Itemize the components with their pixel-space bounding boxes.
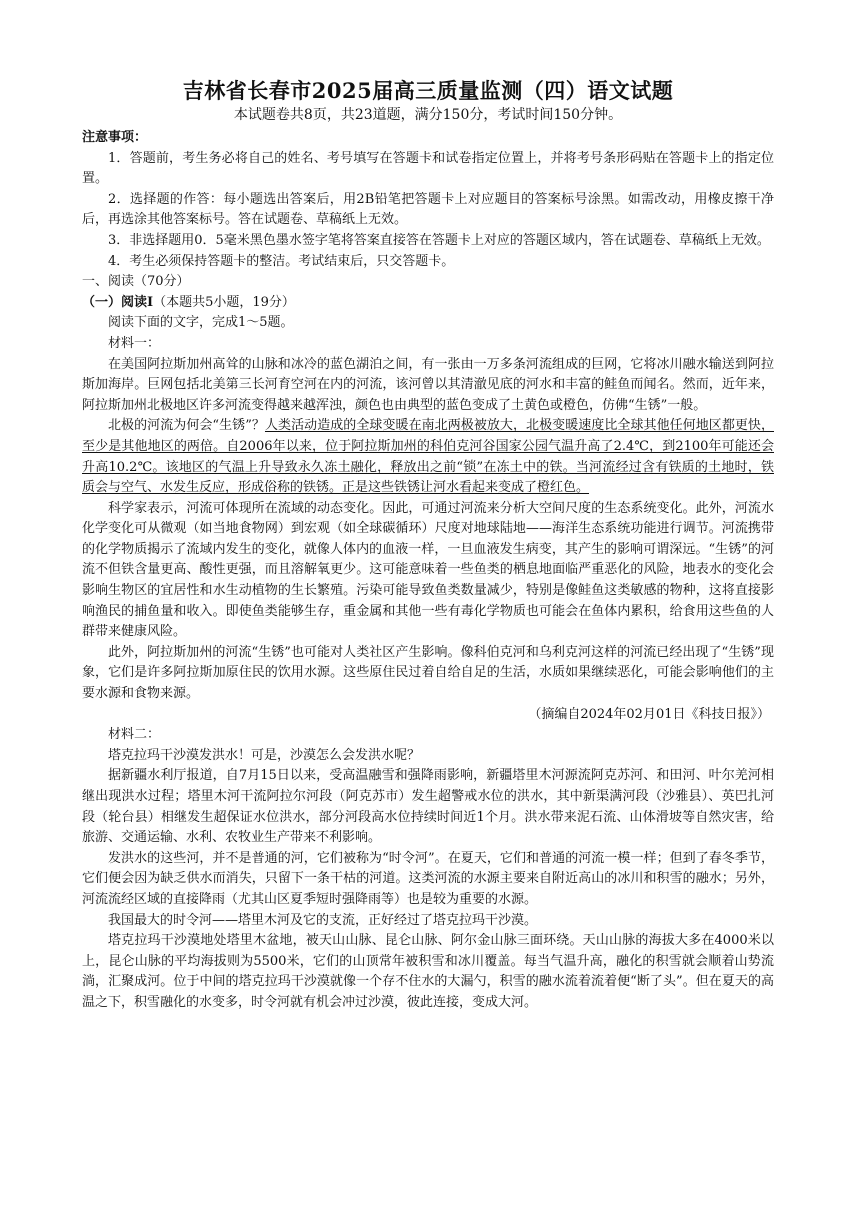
material-one	[82, 334, 774, 725]
sub-section-heading	[82, 293, 774, 314]
paragraph: 塔克拉玛干沙漠发洪水！可是，沙漠怎么会发洪水呢？	[108, 747, 421, 763]
notice-item: 2．选择题的作答：每小题选出答案后，用2B铅笔把答题卡上对应题目的答案标号涂黑。如需改动，用橡皮擦干净后，再选涂其他答案标号。答在试题卷、草稿纸上无效。	[82, 191, 774, 228]
paragraph: 此外，阿拉斯加州的河流“生锈”也可能对人类社区产生影响。像科伯克河和乌利克河这样的河流已经出现了“生锈”现象，它们是许多阿拉斯加原住民的饮用水源。这些原住民过着自给自足的生活，水质如果继续恶化，可能会影响他们的主要水源和食物来源。	[82, 644, 774, 702]
notice-heading: 注意事项：	[82, 130, 148, 145]
section-heading: 一、阅读（70分）	[82, 274, 190, 290]
exam-title: 吉林省长春市2025届高三质量监测（四）语文试题	[182, 78, 674, 103]
material-two	[82, 725, 774, 1013]
source-citation: （摘编自2024年02月01日《科技日报》）	[528, 706, 770, 722]
notice-block	[82, 128, 774, 272]
paragraph: 塔克拉玛干沙漠地处塔里木盆地，被天山山脉、昆仑山脉、阿尔金山脉三面环绕。天山山脉的海拔大多在4000米以上，昆仑山脉的平均海拔则为5500米，它们的山顶常年被积雪和冰川覆盖。每当气温升高，融化的积雪就会顺着山势流淌，汇聚成河。位于中间的塔克拉玛干沙漠就像一个存不住水的大漏勺，积雪的融水流着流着便“断了头”。但在夏天的高温之下，积雪融化的水变多，时令河就有机会冲过沙漠，彼此连接，变成大河。	[82, 933, 774, 1010]
sub-section-note: （本题共5小题，19分）	[153, 294, 295, 310]
paragraph: 据新疆水利厅报道，自7月15日以来，受高温融雪和强降雨影响，新疆塔里木河源流阿克苏河、和田河、叶尔羌河相继出现洪水过程；塔里木河干流阿拉尔河段（阿克苏市）发生超警戒水位的洪水，其中新渠满河段（沙雅县）、英巴扎河段（轮台县）相继发生超保证水位洪水，部分河段高水位持续时间近1个月。洪水带来泥石流、山体滑坡等自然灾害，给旅游、交通运输、水利、农牧业生产带来不利影响。	[82, 768, 774, 846]
material-label: 材料一：	[108, 335, 161, 351]
underlined-passage: 人类活动造成的全球变暖在南北两极被放大，北极变暖速度比全球其他任何地区都更快，至少是其他地区的两倍。自2006年以来，位于阿拉斯加州的科伯克河谷国家公园气温升高了2.4℃，到2100年可能还会升高10.2℃。该地区的气温上升导致永久冻土融化，释放出之前“锁”在冻土中的铁。当河流经过含有铁质的土地时，铁质会与空气、水发生反应，形成俗称的铁锈。正是这些铁锈让河水看起来变成了橙红色。	[82, 418, 774, 496]
notice-item: 4．考生必须保持答题卡的整洁。考试结束后，只交答题卡。	[108, 253, 455, 269]
sub-section-title: （一）阅读Ⅰ	[82, 294, 154, 310]
paragraph: 我国最大的时令河——塔里木河及它的支流，正好经过了塔克拉玛干沙漠。	[108, 912, 538, 928]
exam-subtitle: 本试题卷共8页，共23道题，满分150分，考试时间150分钟。	[233, 107, 623, 123]
paragraph-underlined	[82, 416, 774, 498]
material-label: 材料二：	[108, 727, 161, 743]
paragraph: 在美国阿拉斯加州高耸的山脉和冰冷的蓝色湖泊之间，有一张由一万多条河流组成的巨网，它将冰川融水输送到阿拉斯加海岸。巨网包括北美第三长河育空河在内的河流，该河曾以其清澈见底的河水和丰富的鲑鱼而闻名。然而，近年来，阿拉斯加州北极地区许多河流变得越来越浑浊，颜色也由典型的蓝色变成了土黄色或橙色，仿佛“生锈”一般。	[82, 356, 774, 413]
paragraph: 发洪水的这些河，并不是普通的河，它们被称为“时令河”。在夏天，它们和普通的河流一模一样；但到了春冬季节，它们便会因为缺乏供水而消失，只留下一条干枯的河道。这类河流的水源主要来自附近高山的冰川和积雪的融水；另外，河流流经区域的直接降雨（尤其山区夏季短时强降雨等）也是较为重要的水源。	[82, 850, 774, 907]
paragraph: 科学家表示，河流可体现所在流域的动态变化。因此，可通过河流来分析大空间尺度的生态系统变化。此外，河流水化学变化可从微观（如当地食物网）到宏观（如全球碳循环）尺度对地球陆地——海洋生态系统功能进行调节。河流携带的化学物质揭示了流域内发生的变化，就像人体内的血液一样，一旦血液发生病变，其产生的影响可谓深远。“生锈”的河流不但铁含量更高、酸性更强，而且溶解氧更少。这可能意味着一些鱼类的栖息地面临严重恶化的风险，地表水的变化会影响生物区的宜居性和水生动植物的生长繁殖。污染可能导致鱼类数量减少，特别是像鲑鱼这类敏感的物种，这将直接影响渔民的捕鱼量和收入。即使鱼类能够生存，重金属和其他一些有毒化学物质也可能会在鱼体内累积，给食用这些鱼的人群带来健康风险。	[82, 500, 774, 640]
notice-item: 3．非选择题用0．5毫米黑色墨水签字笔将答案直接答在答题卡上对应的答题区域内，答在试题卷、草稿纸上无效。	[108, 232, 770, 248]
notice-item: 1．答题前，考生务必将自己的姓名、考号填写在答题卡和试卷指定位置上，并将考号条形码贴在答题卡上的指定位置。	[82, 150, 774, 187]
reading-instruction: 阅读下面的文字，完成1～5题。	[108, 315, 294, 331]
paragraph-lead: 北极的河流为何会“生锈”？	[108, 418, 265, 434]
